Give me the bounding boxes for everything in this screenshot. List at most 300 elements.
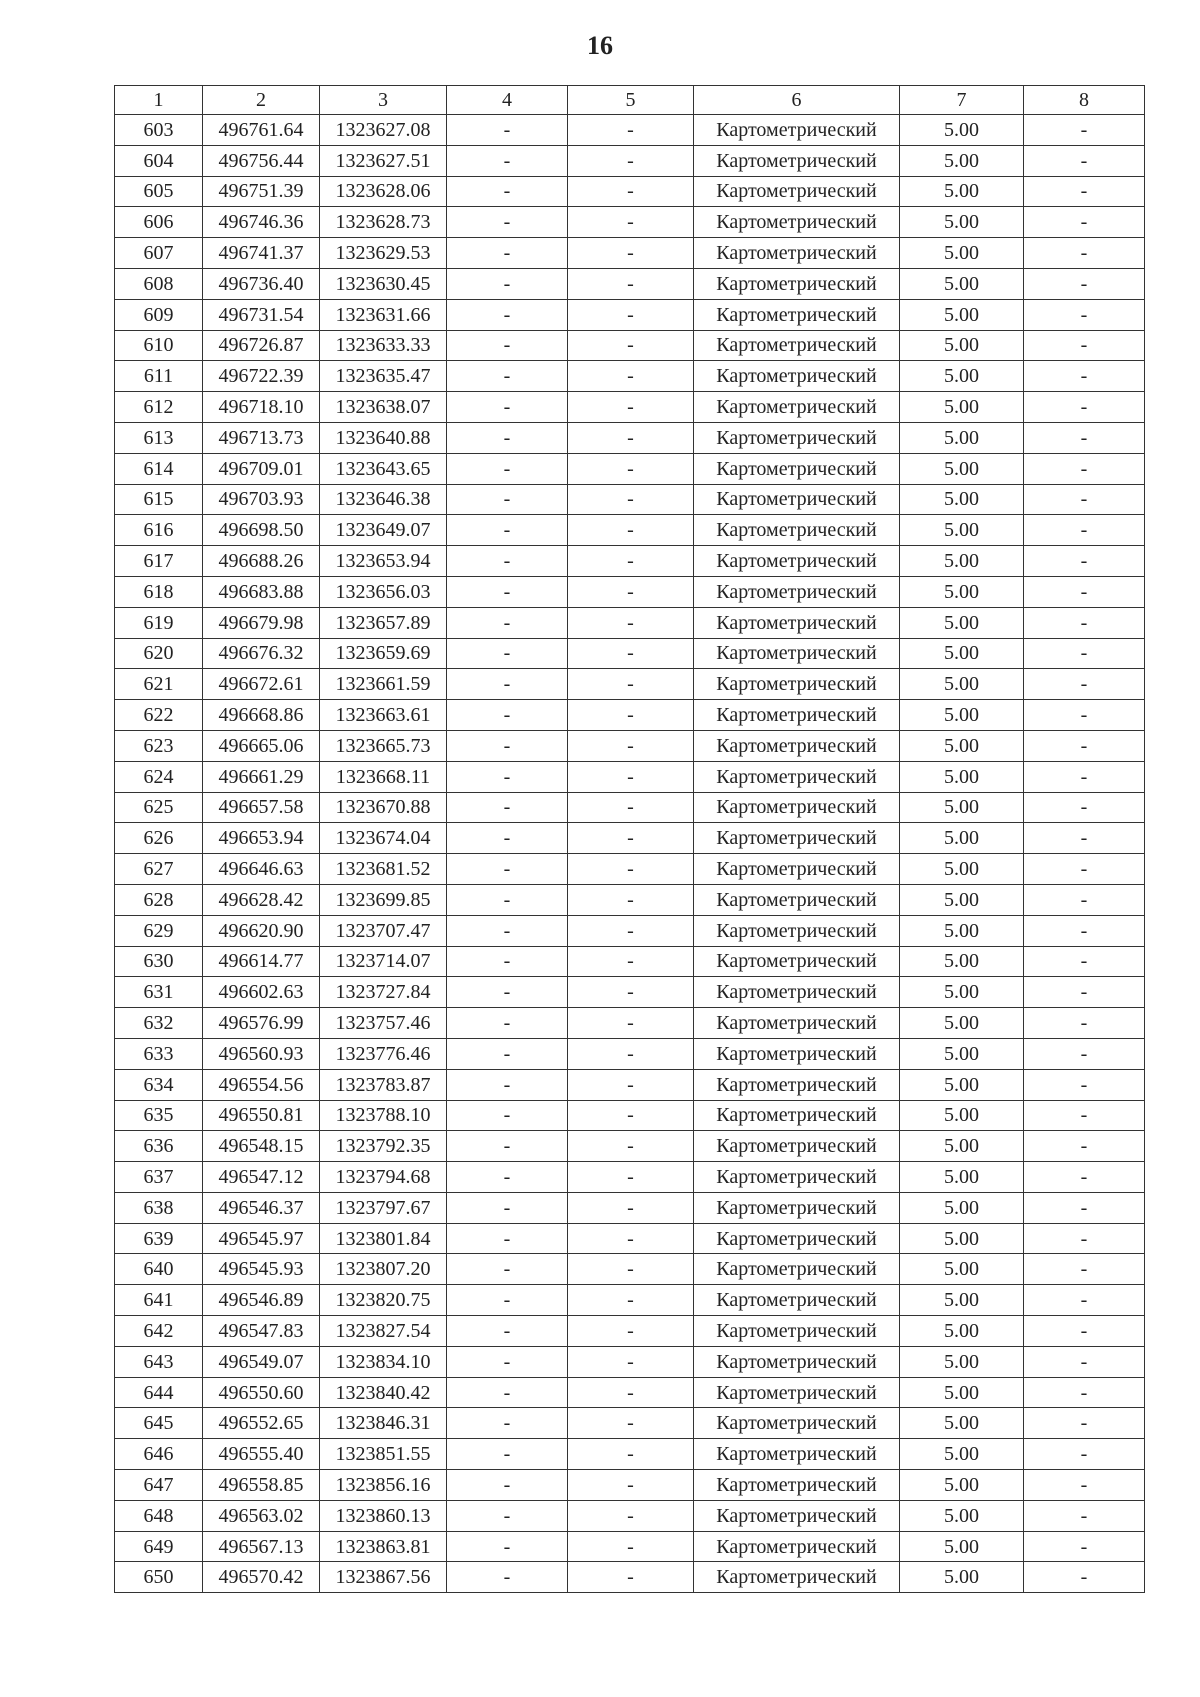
method-cell: Картометрический xyxy=(694,422,900,453)
x-coordinate-cell: 496736.40 xyxy=(203,268,320,299)
y-coordinate-cell: 1323638.07 xyxy=(320,392,447,423)
table-row xyxy=(115,700,1145,731)
column-5-cell: - xyxy=(568,669,694,700)
method-cell: Картометрический xyxy=(694,854,900,885)
column-5-cell: - xyxy=(568,607,694,638)
table-row xyxy=(115,145,1145,176)
column-8-cell: - xyxy=(1024,1100,1145,1131)
column-4-cell: - xyxy=(447,299,568,330)
table-row xyxy=(115,546,1145,577)
column-5-cell: - xyxy=(568,1500,694,1531)
y-coordinate-cell: 1323863.81 xyxy=(320,1531,447,1562)
column-8-cell: - xyxy=(1024,1439,1145,1470)
table-row xyxy=(115,299,1145,330)
table-row xyxy=(115,330,1145,361)
point-number-cell: 622 xyxy=(115,700,203,731)
column-4-cell: - xyxy=(447,176,568,207)
column-8-cell: - xyxy=(1024,792,1145,823)
x-coordinate-cell: 496554.56 xyxy=(203,1069,320,1100)
column-4-cell: - xyxy=(447,915,568,946)
accuracy-cell: 5.00 xyxy=(900,669,1024,700)
column-4-cell: - xyxy=(447,823,568,854)
column-5-cell: - xyxy=(568,946,694,977)
column-4-cell: - xyxy=(447,1500,568,1531)
column-4-cell: - xyxy=(447,576,568,607)
method-cell: Картометрический xyxy=(694,176,900,207)
accuracy-cell: 5.00 xyxy=(900,238,1024,269)
column-8-cell: - xyxy=(1024,1131,1145,1162)
accuracy-cell: 5.00 xyxy=(900,1100,1024,1131)
y-coordinate-cell: 1323707.47 xyxy=(320,915,447,946)
column-8-cell: - xyxy=(1024,484,1145,515)
column-5-cell: - xyxy=(568,484,694,515)
column-header: 7 xyxy=(900,86,1024,115)
y-coordinate-cell: 1323801.84 xyxy=(320,1223,447,1254)
table-row xyxy=(115,946,1145,977)
method-cell: Картометрический xyxy=(694,823,900,854)
column-5-cell: - xyxy=(568,546,694,577)
x-coordinate-cell: 496576.99 xyxy=(203,1008,320,1039)
point-number-cell: 630 xyxy=(115,946,203,977)
table-row xyxy=(115,730,1145,761)
accuracy-cell: 5.00 xyxy=(900,823,1024,854)
y-coordinate-cell: 1323630.45 xyxy=(320,268,447,299)
accuracy-cell: 5.00 xyxy=(900,1470,1024,1501)
table-row xyxy=(115,607,1145,638)
column-5-cell: - xyxy=(568,1439,694,1470)
x-coordinate-cell: 496549.07 xyxy=(203,1346,320,1377)
table-row xyxy=(115,515,1145,546)
x-coordinate-cell: 496676.32 xyxy=(203,638,320,669)
column-4-cell: - xyxy=(447,1531,568,1562)
column-5-cell: - xyxy=(568,1162,694,1193)
accuracy-cell: 5.00 xyxy=(900,1377,1024,1408)
column-8-cell: - xyxy=(1024,669,1145,700)
accuracy-cell: 5.00 xyxy=(900,1038,1024,1069)
accuracy-cell: 5.00 xyxy=(900,1192,1024,1223)
x-coordinate-cell: 496688.26 xyxy=(203,546,320,577)
table-row xyxy=(115,392,1145,423)
accuracy-cell: 5.00 xyxy=(900,1254,1024,1285)
column-5-cell: - xyxy=(568,1531,694,1562)
y-coordinate-cell: 1323840.42 xyxy=(320,1377,447,1408)
column-5-cell: - xyxy=(568,207,694,238)
x-coordinate-cell: 496546.89 xyxy=(203,1285,320,1316)
table-row xyxy=(115,761,1145,792)
column-5-cell: - xyxy=(568,1285,694,1316)
column-5-cell: - xyxy=(568,854,694,885)
table-row xyxy=(115,1346,1145,1377)
column-4-cell: - xyxy=(447,884,568,915)
column-8-cell: - xyxy=(1024,1500,1145,1531)
point-number-cell: 619 xyxy=(115,607,203,638)
column-5-cell: - xyxy=(568,1562,694,1593)
table-row xyxy=(115,1531,1145,1562)
method-cell: Картометрический xyxy=(694,1008,900,1039)
table-row xyxy=(115,1377,1145,1408)
column-4-cell: - xyxy=(447,1285,568,1316)
y-coordinate-cell: 1323834.10 xyxy=(320,1346,447,1377)
column-5-cell: - xyxy=(568,1346,694,1377)
y-coordinate-cell: 1323668.11 xyxy=(320,761,447,792)
column-4-cell: - xyxy=(447,115,568,146)
method-cell: Картометрический xyxy=(694,1254,900,1285)
method-cell: Картометрический xyxy=(694,607,900,638)
method-cell: Картометрический xyxy=(694,1470,900,1501)
point-number-cell: 650 xyxy=(115,1562,203,1593)
column-5-cell: - xyxy=(568,361,694,392)
y-coordinate-cell: 1323628.06 xyxy=(320,176,447,207)
column-4-cell: - xyxy=(447,238,568,269)
accuracy-cell: 5.00 xyxy=(900,792,1024,823)
column-8-cell: - xyxy=(1024,392,1145,423)
column-8-cell: - xyxy=(1024,238,1145,269)
column-number-row xyxy=(115,86,1145,115)
y-coordinate-cell: 1323661.59 xyxy=(320,669,447,700)
column-4-cell: - xyxy=(447,700,568,731)
y-coordinate-cell: 1323788.10 xyxy=(320,1100,447,1131)
point-number-cell: 642 xyxy=(115,1316,203,1347)
method-cell: Картометрический xyxy=(694,977,900,1008)
table-row xyxy=(115,638,1145,669)
y-coordinate-cell: 1323649.07 xyxy=(320,515,447,546)
column-8-cell: - xyxy=(1024,638,1145,669)
accuracy-cell: 5.00 xyxy=(900,915,1024,946)
table-row xyxy=(115,1100,1145,1131)
point-number-cell: 624 xyxy=(115,761,203,792)
method-cell: Картометрический xyxy=(694,330,900,361)
column-8-cell: - xyxy=(1024,730,1145,761)
column-4-cell: - xyxy=(447,1408,568,1439)
column-4-cell: - xyxy=(447,1162,568,1193)
y-coordinate-cell: 1323776.46 xyxy=(320,1038,447,1069)
point-number-cell: 606 xyxy=(115,207,203,238)
point-number-cell: 604 xyxy=(115,145,203,176)
point-number-cell: 648 xyxy=(115,1500,203,1531)
column-8-cell: - xyxy=(1024,1223,1145,1254)
table-row xyxy=(115,792,1145,823)
column-5-cell: - xyxy=(568,238,694,269)
column-5-cell: - xyxy=(568,1008,694,1039)
column-4-cell: - xyxy=(447,1316,568,1347)
column-4-cell: - xyxy=(447,1038,568,1069)
column-8-cell: - xyxy=(1024,1408,1145,1439)
point-number-cell: 643 xyxy=(115,1346,203,1377)
column-5-cell: - xyxy=(568,299,694,330)
x-coordinate-cell: 496665.06 xyxy=(203,730,320,761)
accuracy-cell: 5.00 xyxy=(900,977,1024,1008)
x-coordinate-cell: 496646.63 xyxy=(203,854,320,885)
method-cell: Картометрический xyxy=(694,1346,900,1377)
page-number: 16 xyxy=(587,31,613,60)
point-number-cell: 603 xyxy=(115,115,203,146)
column-4-cell: - xyxy=(447,268,568,299)
point-number-cell: 649 xyxy=(115,1531,203,1562)
method-cell: Картометрический xyxy=(694,453,900,484)
column-5-cell: - xyxy=(568,1131,694,1162)
column-5-cell: - xyxy=(568,1192,694,1223)
accuracy-cell: 5.00 xyxy=(900,207,1024,238)
method-cell: Картометрический xyxy=(694,546,900,577)
point-number-cell: 621 xyxy=(115,669,203,700)
x-coordinate-cell: 496560.93 xyxy=(203,1038,320,1069)
column-5-cell: - xyxy=(568,115,694,146)
accuracy-cell: 5.00 xyxy=(900,268,1024,299)
accuracy-cell: 5.00 xyxy=(900,1316,1024,1347)
y-coordinate-cell: 1323846.31 xyxy=(320,1408,447,1439)
table-row xyxy=(115,176,1145,207)
table-row xyxy=(115,576,1145,607)
x-coordinate-cell: 496713.73 xyxy=(203,422,320,453)
method-cell: Картометрический xyxy=(694,1500,900,1531)
column-4-cell: - xyxy=(447,1192,568,1223)
column-4-cell: - xyxy=(447,1069,568,1100)
column-4-cell: - xyxy=(447,1131,568,1162)
x-coordinate-cell: 496614.77 xyxy=(203,946,320,977)
column-8-cell: - xyxy=(1024,546,1145,577)
table-row xyxy=(115,915,1145,946)
column-header: 2 xyxy=(203,86,320,115)
x-coordinate-cell: 496672.61 xyxy=(203,669,320,700)
y-coordinate-cell: 1323633.33 xyxy=(320,330,447,361)
x-coordinate-cell: 496548.15 xyxy=(203,1131,320,1162)
point-number-cell: 608 xyxy=(115,268,203,299)
y-coordinate-cell: 1323867.56 xyxy=(320,1562,447,1593)
point-number-cell: 614 xyxy=(115,453,203,484)
y-coordinate-cell: 1323794.68 xyxy=(320,1162,447,1193)
column-5-cell: - xyxy=(568,1316,694,1347)
y-coordinate-cell: 1323631.66 xyxy=(320,299,447,330)
table-row xyxy=(115,1562,1145,1593)
column-4-cell: - xyxy=(447,515,568,546)
table-row xyxy=(115,1131,1145,1162)
column-4-cell: - xyxy=(447,638,568,669)
method-cell: Картометрический xyxy=(694,1100,900,1131)
x-coordinate-cell: 496751.39 xyxy=(203,176,320,207)
x-coordinate-cell: 496550.60 xyxy=(203,1377,320,1408)
method-cell: Картометрический xyxy=(694,145,900,176)
accuracy-cell: 5.00 xyxy=(900,854,1024,885)
table-row xyxy=(115,1470,1145,1501)
column-4-cell: - xyxy=(447,1470,568,1501)
column-5-cell: - xyxy=(568,576,694,607)
table-row xyxy=(115,1069,1145,1100)
accuracy-cell: 5.00 xyxy=(900,1346,1024,1377)
method-cell: Картометрический xyxy=(694,268,900,299)
accuracy-cell: 5.00 xyxy=(900,546,1024,577)
accuracy-cell: 5.00 xyxy=(900,1531,1024,1562)
column-header: 8 xyxy=(1024,86,1145,115)
table-row xyxy=(115,1439,1145,1470)
column-5-cell: - xyxy=(568,638,694,669)
column-4-cell: - xyxy=(447,977,568,1008)
method-cell: Картометрический xyxy=(694,946,900,977)
accuracy-cell: 5.00 xyxy=(900,1408,1024,1439)
accuracy-cell: 5.00 xyxy=(900,453,1024,484)
column-4-cell: - xyxy=(447,330,568,361)
table-row xyxy=(115,1038,1145,1069)
y-coordinate-cell: 1323699.85 xyxy=(320,884,447,915)
accuracy-cell: 5.00 xyxy=(900,1069,1024,1100)
method-cell: Картометрический xyxy=(694,1223,900,1254)
method-cell: Картометрический xyxy=(694,1408,900,1439)
x-coordinate-cell: 496698.50 xyxy=(203,515,320,546)
table-row xyxy=(115,823,1145,854)
y-coordinate-cell: 1323792.35 xyxy=(320,1131,447,1162)
point-number-cell: 629 xyxy=(115,915,203,946)
accuracy-cell: 5.00 xyxy=(900,299,1024,330)
accuracy-cell: 5.00 xyxy=(900,392,1024,423)
column-8-cell: - xyxy=(1024,115,1145,146)
y-coordinate-cell: 1323783.87 xyxy=(320,1069,447,1100)
column-5-cell: - xyxy=(568,176,694,207)
y-coordinate-cell: 1323656.03 xyxy=(320,576,447,607)
accuracy-cell: 5.00 xyxy=(900,761,1024,792)
accuracy-cell: 5.00 xyxy=(900,115,1024,146)
y-coordinate-cell: 1323628.73 xyxy=(320,207,447,238)
point-number-cell: 647 xyxy=(115,1470,203,1501)
method-cell: Картометрический xyxy=(694,207,900,238)
column-5-cell: - xyxy=(568,1408,694,1439)
column-5-cell: - xyxy=(568,1254,694,1285)
x-coordinate-cell: 496545.97 xyxy=(203,1223,320,1254)
point-number-cell: 610 xyxy=(115,330,203,361)
method-cell: Картометрический xyxy=(694,1562,900,1593)
column-4-cell: - xyxy=(447,1100,568,1131)
column-4-cell: - xyxy=(447,1008,568,1039)
x-coordinate-cell: 496628.42 xyxy=(203,884,320,915)
column-8-cell: - xyxy=(1024,1008,1145,1039)
accuracy-cell: 5.00 xyxy=(900,361,1024,392)
column-8-cell: - xyxy=(1024,576,1145,607)
x-coordinate-cell: 496555.40 xyxy=(203,1439,320,1470)
column-8-cell: - xyxy=(1024,1069,1145,1100)
accuracy-cell: 5.00 xyxy=(900,700,1024,731)
y-coordinate-cell: 1323860.13 xyxy=(320,1500,447,1531)
accuracy-cell: 5.00 xyxy=(900,145,1024,176)
x-coordinate-cell: 496703.93 xyxy=(203,484,320,515)
y-coordinate-cell: 1323714.07 xyxy=(320,946,447,977)
x-coordinate-cell: 496570.42 xyxy=(203,1562,320,1593)
method-cell: Картометрический xyxy=(694,700,900,731)
column-header: 5 xyxy=(568,86,694,115)
method-cell: Картометрический xyxy=(694,730,900,761)
column-8-cell: - xyxy=(1024,1470,1145,1501)
column-4-cell: - xyxy=(447,484,568,515)
accuracy-cell: 5.00 xyxy=(900,607,1024,638)
column-5-cell: - xyxy=(568,915,694,946)
accuracy-cell: 5.00 xyxy=(900,1285,1024,1316)
point-number-cell: 628 xyxy=(115,884,203,915)
table-row xyxy=(115,453,1145,484)
column-4-cell: - xyxy=(447,546,568,577)
column-5-cell: - xyxy=(568,1223,694,1254)
column-5-cell: - xyxy=(568,1470,694,1501)
method-cell: Картометрический xyxy=(694,515,900,546)
column-5-cell: - xyxy=(568,1038,694,1069)
table-row xyxy=(115,1254,1145,1285)
column-8-cell: - xyxy=(1024,915,1145,946)
x-coordinate-cell: 496552.65 xyxy=(203,1408,320,1439)
y-coordinate-cell: 1323659.69 xyxy=(320,638,447,669)
column-4-cell: - xyxy=(447,1346,568,1377)
x-coordinate-cell: 496620.90 xyxy=(203,915,320,946)
point-number-cell: 632 xyxy=(115,1008,203,1039)
point-number-cell: 611 xyxy=(115,361,203,392)
table-row xyxy=(115,1285,1145,1316)
method-cell: Картометрический xyxy=(694,392,900,423)
x-coordinate-cell: 496657.58 xyxy=(203,792,320,823)
point-number-cell: 625 xyxy=(115,792,203,823)
table-body xyxy=(115,86,1145,1593)
point-number-cell: 609 xyxy=(115,299,203,330)
x-coordinate-cell: 496683.88 xyxy=(203,576,320,607)
y-coordinate-cell: 1323665.73 xyxy=(320,730,447,761)
column-5-cell: - xyxy=(568,761,694,792)
column-4-cell: - xyxy=(447,792,568,823)
y-coordinate-cell: 1323663.61 xyxy=(320,700,447,731)
point-number-cell: 645 xyxy=(115,1408,203,1439)
accuracy-cell: 5.00 xyxy=(900,730,1024,761)
column-8-cell: - xyxy=(1024,607,1145,638)
column-5-cell: - xyxy=(568,823,694,854)
column-5-cell: - xyxy=(568,330,694,361)
y-coordinate-cell: 1323640.88 xyxy=(320,422,447,453)
column-5-cell: - xyxy=(568,977,694,1008)
method-cell: Картометрический xyxy=(694,299,900,330)
column-5-cell: - xyxy=(568,392,694,423)
method-cell: Картометрический xyxy=(694,1439,900,1470)
point-number-cell: 613 xyxy=(115,422,203,453)
method-cell: Картометрический xyxy=(694,1162,900,1193)
y-coordinate-cell: 1323657.89 xyxy=(320,607,447,638)
accuracy-cell: 5.00 xyxy=(900,1562,1024,1593)
x-coordinate-cell: 496558.85 xyxy=(203,1470,320,1501)
column-4-cell: - xyxy=(447,1223,568,1254)
y-coordinate-cell: 1323827.54 xyxy=(320,1316,447,1347)
method-cell: Картометрический xyxy=(694,1131,900,1162)
column-8-cell: - xyxy=(1024,145,1145,176)
point-number-cell: 638 xyxy=(115,1192,203,1223)
column-4-cell: - xyxy=(447,669,568,700)
method-cell: Картометрический xyxy=(694,1377,900,1408)
column-8-cell: - xyxy=(1024,1162,1145,1193)
column-8-cell: - xyxy=(1024,422,1145,453)
x-coordinate-cell: 496761.64 xyxy=(203,115,320,146)
x-coordinate-cell: 496718.10 xyxy=(203,392,320,423)
column-8-cell: - xyxy=(1024,1316,1145,1347)
column-8-cell: - xyxy=(1024,1038,1145,1069)
column-8-cell: - xyxy=(1024,299,1145,330)
point-number-cell: 627 xyxy=(115,854,203,885)
table-row xyxy=(115,1223,1145,1254)
table-row xyxy=(115,422,1145,453)
method-cell: Картометрический xyxy=(694,792,900,823)
table-row xyxy=(115,1008,1145,1039)
column-8-cell: - xyxy=(1024,977,1145,1008)
accuracy-cell: 5.00 xyxy=(900,422,1024,453)
method-cell: Картометрический xyxy=(694,1192,900,1223)
column-5-cell: - xyxy=(568,268,694,299)
x-coordinate-cell: 496547.12 xyxy=(203,1162,320,1193)
column-4-cell: - xyxy=(447,730,568,761)
column-4-cell: - xyxy=(447,392,568,423)
table-row xyxy=(115,361,1145,392)
point-number-cell: 620 xyxy=(115,638,203,669)
point-number-cell: 623 xyxy=(115,730,203,761)
accuracy-cell: 5.00 xyxy=(900,638,1024,669)
table-row xyxy=(115,1316,1145,1347)
